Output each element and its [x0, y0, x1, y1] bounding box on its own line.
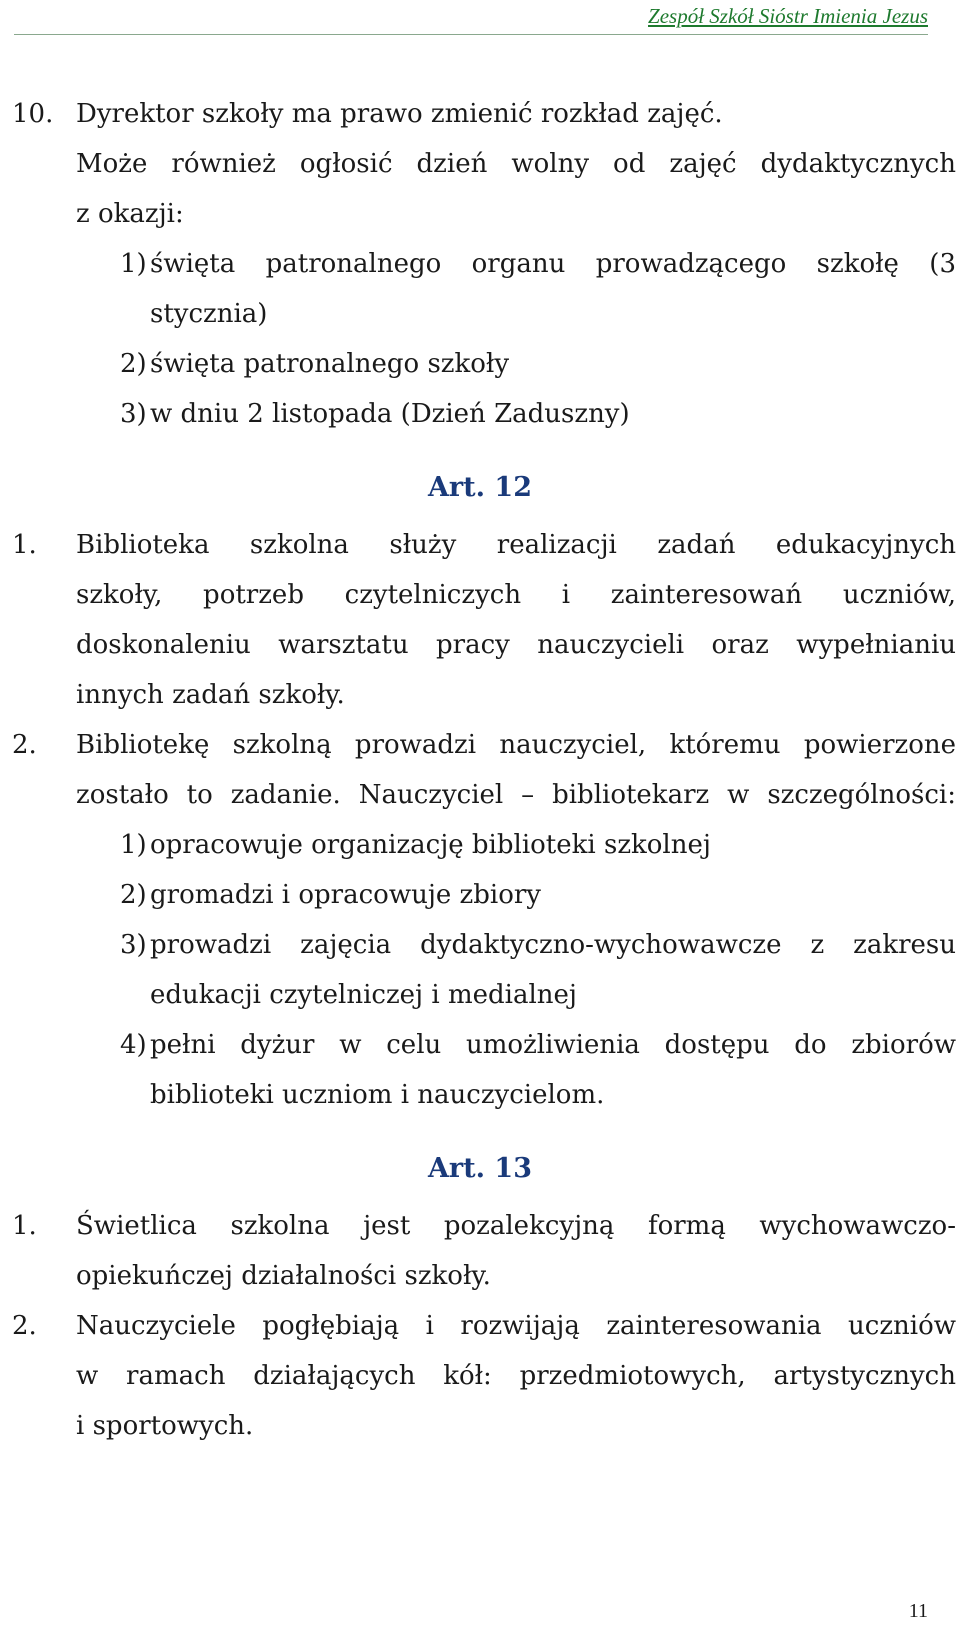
paragraph-number: 2.: [12, 730, 37, 760]
paragraph-line: i sportowych.: [76, 1411, 254, 1441]
list-item-number: 1): [120, 249, 147, 279]
paragraph-line: zostało to zadanie. Nauczyciel – bibliotekarz w szczególności:: [76, 780, 956, 810]
list-item-text: święta patronalnego szkoły: [150, 349, 510, 379]
paragraph-line: Bibliotekę szkolną prowadzi nauczyciel, któremu powierzone: [76, 730, 956, 760]
school-header: Zespół Szkół Sióstr Imienia Jezus: [648, 4, 928, 28]
page-number: 11: [908, 1600, 928, 1622]
list-item-text: stycznia): [150, 299, 268, 329]
paragraph-line: Świetlica szkolna jest pozalekcyjną formą wychowawczo-: [76, 1211, 956, 1241]
paragraph-line: Może również ogłosić dzień wolny od zajęć dydaktycznych: [76, 149, 956, 179]
header-divider: [14, 34, 928, 35]
paragraph-line: innych zadań szkoły.: [76, 680, 345, 710]
paragraph-line: Dyrektor szkoły ma prawo zmienić rozkład zajęć.: [76, 99, 723, 129]
list-item-number: 3): [120, 930, 147, 960]
list-item-number: 4): [120, 1030, 147, 1060]
list-item-text: edukacji czytelniczej i medialnej: [150, 980, 577, 1010]
list-item-text: biblioteki uczniom i nauczycielom.: [150, 1080, 605, 1110]
list-item-text: prowadzi zajęcia dydaktyczno-wychowawcze z zakresu: [150, 930, 956, 960]
paragraph-number: 1.: [12, 1211, 37, 1241]
list-item-number: 1): [120, 830, 147, 860]
article-13-title: Art. 13: [427, 1153, 533, 1184]
list-item-number: 3): [120, 399, 147, 429]
list-item-text: pełni dyżur w celu umożliwienia dostępu do zbiorów: [150, 1030, 956, 1060]
list-item-text: opracowuje organizację biblioteki szkolnej: [150, 830, 711, 860]
paragraph-line: z okazji:: [76, 199, 184, 229]
paragraph-number: 2.: [12, 1311, 37, 1341]
paragraph-number: 10.: [12, 99, 54, 129]
article-12-title: Art. 12: [427, 472, 533, 503]
paragraph-line: Nauczyciele pogłębiają i rozwijają zainteresowania uczniów: [76, 1311, 956, 1341]
list-item-number: 2): [120, 349, 147, 379]
list-item-number: 2): [120, 880, 147, 910]
list-item-text: święta patronalnego organu prowadzącego szkołę (3: [150, 249, 956, 279]
paragraph-line: Biblioteka szkolna służy realizacji zadań edukacyjnych: [76, 530, 956, 560]
paragraph-line: doskonaleniu warsztatu pracy nauczycieli oraz wypełnianiu: [76, 630, 956, 660]
paragraph-line: opiekuńczej działalności szkoły.: [76, 1261, 491, 1291]
list-item-text: w dniu 2 listopada (Dzień Zaduszny): [150, 399, 630, 429]
paragraph-line: szkoły, potrzeb czytelniczych i zainteresowań uczniów,: [76, 580, 956, 610]
paragraph-line: w ramach działających kół: przedmiotowych, artystycznych: [76, 1361, 956, 1391]
list-item-text: gromadzi i opracowuje zbiory: [150, 880, 541, 910]
paragraph-number: 1.: [12, 530, 37, 560]
